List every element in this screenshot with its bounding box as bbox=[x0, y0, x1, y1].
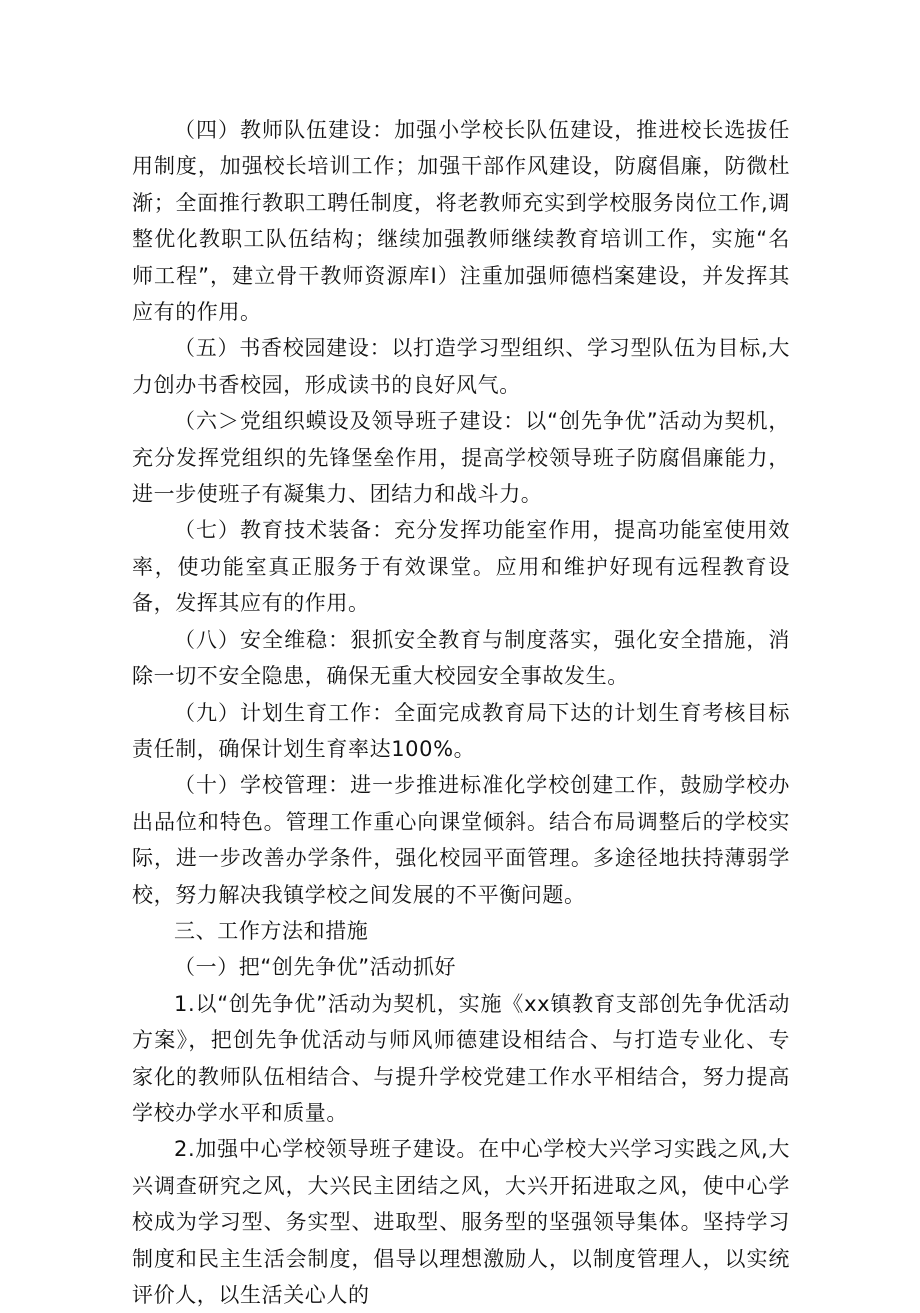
document-body bbox=[132, 112, 790, 1313]
paragraph-party-organization: （六＞党组织蟆设及领导班子建设：以“创先争优”活动为契机，充分发挥党组织的先锋堡垒作用，提高学校领导班子防腐倡廉能力，进一步使班子有凝集力、团结力和战斗力。 bbox=[132, 409, 790, 507]
paragraph-scholarly-campus: （五）书香校园建设：以打造学习型组织、学习型队伍为目标,大力创办书香校园，形成读书的良好风气。 bbox=[132, 336, 790, 397]
paragraph-school-management: （十）学校管理：进一步推进标准化学校创建工作，鼓励学校办出品位和特色。管理工作重心向课堂倾斜。结合布局调整后的学校实际，进一步改善办学条件，强化校园平面管理。多途径地扶持薄弱学校，努力解决我镇学校之间发展的不平衡问题。 bbox=[132, 773, 790, 907]
section-heading-methods: 三、工作方法和措施 bbox=[174, 918, 369, 943]
paragraph-family-planning: （九）计划生育工作：全面完成教育局下达的计划生育考核目标责任制，确保计划生育率达100%。 bbox=[132, 700, 790, 761]
paragraph-teacher-team: （四）教师队伍建设：加强小学校长队伍建设，推进校长选拔任用制度，加强校长培训工作；加强干部作风建设，防腐倡廉，防微杜渐；全面推行教职工聘任制度，将老教师充实到学校服务岗位工作,调整优化教职工队伍结构；继续加强教师继续教育培训工作，实施“名师工程”，建立骨干教师资源库I）注重加强师德档案建设，并发挥其应有的作用。 bbox=[132, 118, 790, 325]
list-item-2: 2.加强中心学校领导班子建设。在中心学校大兴学习实践之风,大兴调查研究之风，大兴民主团结之风，大兴开拓进取之风，使中心学校成为学习型、务实型、进取型、服务型的坚强领导集体。坚持学习制度和民主生活会制度，倡导以理想激励人，以制度管理人，以实统评价人，以生活关心人的 bbox=[132, 1137, 790, 1307]
list-item-1: 1.以“创先争优”活动为契机，实施《xx镇教育支部创先争优活动方案》，把创先争优活动与师风师德建设相结合、与打造专业化、专家化的教师队伍相结合、与提升学校党建工作水平相结合，努力提高学校办学水平和质量。 bbox=[132, 991, 790, 1125]
paragraph-education-technology: （七）教育技术装备：充分发挥功能室作用，提高功能室使用效率，使功能室真正服务于有效课堂。应用和维护好现有远程教育设备，发挥其应有的作用。 bbox=[132, 518, 790, 616]
subsection-heading-activity: （一）把“创先争优”活动抓好 bbox=[174, 955, 457, 980]
paragraph-safety-stability: （八）安全维稳：狠抓安全教育与制度落实，强化安全措施，消除一切不安全隐患，确保无重大校园安全事故发生。 bbox=[132, 627, 790, 689]
